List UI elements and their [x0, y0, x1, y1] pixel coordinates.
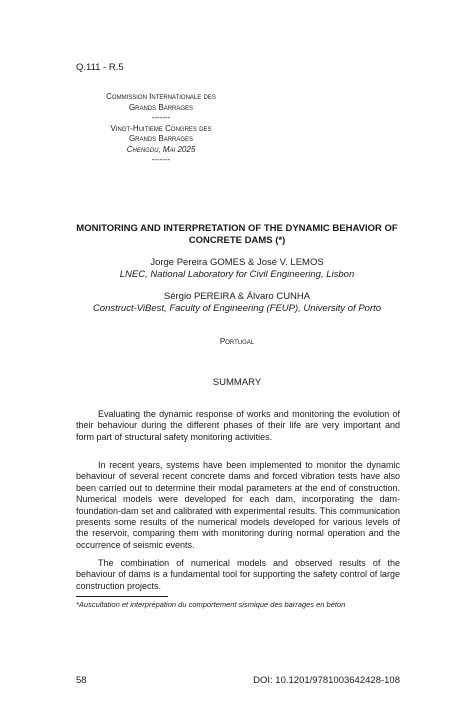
author-names: Sérgio PEREIRA & Álvaro CUNHA — [163, 291, 311, 302]
country: Portugal — [219, 337, 255, 346]
footnote-divider — [76, 596, 168, 597]
conference-location: Chengdu, Mai 2025 — [126, 144, 196, 154]
conference-separator: ------- — [151, 155, 171, 164]
author-affiliation: LNEC, National Laboratory for Civil Engineering, Lisbon — [119, 269, 355, 280]
summary-heading: SUMMARY — [212, 377, 262, 388]
title-line: MONITORING AND INTERPRETATION OF THE DYNAMIC BEHAVIOR OF — [76, 223, 398, 234]
conference-line: Grands Barrages — [128, 134, 194, 143]
conference-block — [76, 92, 246, 166]
conference-line: ------- — [151, 113, 171, 122]
doi: DOI: 10.1201/9781003642428-108 — [253, 675, 400, 686]
author-group — [60, 257, 414, 281]
conference-line: Vingt-Huitieme Congres des — [110, 123, 212, 133]
summary-paragraph: In recent years, systems have been implemented to monitor the dynamic behaviour of several recent concrete dams and forced vibration tests have also been carried out to determine their modal parameters at the end of construction. Numerical models were developed for each dam, incorporating the dam-foundation-dam set and calibrated with experimental results. This communication presents some results of the numerical models developed for various levels of the reservoir, comparing them with monitoring during normal operation and the occurrence of seismic events. — [76, 460, 400, 550]
author-affiliation: Construct-ViBest, Faculty of Engineering (FEUP), University of Porto — [92, 303, 382, 314]
footnote: *Auscultation et interprépation du comportement sismique des barrages en béton — [76, 600, 346, 609]
title-line: CONCRETE DAMS (*) — [188, 235, 286, 246]
paper-title — [60, 223, 414, 247]
conference-line: Grands Barrages — [128, 102, 194, 112]
paper-reference: Q.111 - R.5 — [76, 62, 124, 73]
page-number: 58 — [76, 675, 87, 686]
summary-paragraph: Evaluating the dynamic response of works and monitoring the evolution of their behaviour during the different phases of their life are very important and form part of structural safety monitoring activities. — [76, 409, 400, 442]
summary-paragraph: The combination of numerical models and observed results of the behaviour of dams is a fundamental tool for supporting the safety control of large construction projects. — [76, 558, 400, 591]
conference-line: Commission Internationale des — [106, 92, 216, 101]
author-group — [60, 291, 414, 315]
author-names: Jorge Pereira GOMES & José V. LEMOS — [150, 257, 324, 268]
